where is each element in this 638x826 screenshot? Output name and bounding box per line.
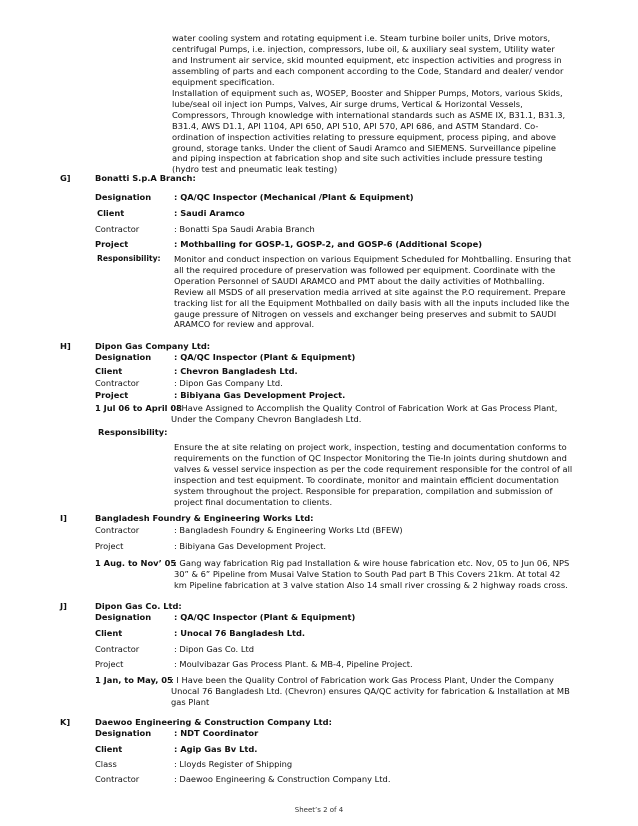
project-label: Project bbox=[95, 541, 124, 551]
contractor-label: Contractor bbox=[95, 644, 140, 654]
contractor-value: : Dipon Gas Co. Ltd bbox=[174, 644, 254, 654]
class-label: Class bbox=[95, 759, 117, 769]
responsibility-label: Responsibility: bbox=[98, 427, 168, 437]
period-text: : Gang way fabrication Rig pad Installation & wire house fabrication etc. Nov, 05 to Jun 06, NPS 30” & 6” Pipeline from Musai Valve Station to South Pad part B This Covers 21km. At total 42 km Pipeline fabrication at 3 valve station Also 14 small river crossing & 2 highway roads cross. bbox=[174, 558, 570, 590]
contractor-value: : Dipon Gas Company Ltd. bbox=[174, 378, 283, 388]
responsibility-text: Ensure the at site relating on project work, inspection, testing and documentation conforms to requirements on the function of QC Inspector Monitoring the Tie-In joints during shutdown and valves & vessel service inspection as per the code requirement responsible for the control of all inspection and test equipment. To coordinate, monitor and maintain efficient documentation system throughout the project. Responsible for preparation, compilation and submission of project final documentation to clients. bbox=[174, 442, 573, 507]
intro-paragraph-2: Installation of equipment such as, WOSEP, Booster and Shipper Pumps, Motors, various Skids, lube/seal oil inject ion Pumps, Valves, Air surge drums, Vertical & Horizontal Vessels, Compressors, Through knowledge with international standards such as ASME IX, B31.1, B31.3, B31.4, AWS D1.1, API 1104, API 650, API 510, API 570, API 686, and ASTM Standard. Co-ordination of inspection activities relating to pressure equipment, process piping, and above ground, storage tanks. Under the client of Saudi Aramco and SIEMENS. Surveillance pipeline and piping inspection at fabrication shop and site such activities include pressure testing (hydro test and pneumatic leak testing) bbox=[172, 88, 566, 175]
section-letter: I] bbox=[60, 513, 67, 523]
designation-label: Designation bbox=[95, 192, 152, 202]
client-label: Client bbox=[97, 208, 125, 218]
client-label: Client bbox=[95, 628, 123, 638]
project-value: : Mothballing for GOSP-1, GOSP-2, and GOSP-6 (Additional Scope) bbox=[174, 239, 483, 249]
client-value: : Agip Gas Bv Ltd. bbox=[174, 744, 258, 754]
period-text: : I Have Assigned to Accomplish the Quality Control of Fabrication Work at Gas Process Plant, Under the Company Chevron Bangladesh Ltd. bbox=[171, 403, 558, 424]
contractor-value: : Daewoo Engineering & Construction Company Ltd. bbox=[174, 774, 391, 784]
designation-label: Designation bbox=[95, 728, 152, 738]
intro-paragraph-1: water cooling system and rotating equipment i.e. Steam turbine boiler units, Drive motors, centrifugal Pumps, i.e. injection, compressors, lube oil, & auxiliary seal system, Utility water and Instrument air service, skid mounted equipment, etc inspection activities and progress in assembling of parts and each component according to the Code, Standard and dealer/ vendor equipment specification. bbox=[172, 33, 564, 87]
section-letter: K] bbox=[60, 717, 71, 727]
designation-value: : QA/QC Inspector (Plant & Equipment) bbox=[174, 612, 356, 622]
designation-value: : QA/QC Inspector (Plant & Equipment) bbox=[174, 352, 356, 362]
project-label: Project bbox=[95, 659, 124, 669]
project-label: Project bbox=[95, 390, 129, 400]
project-value: : Bibiyana Gas Development Project. bbox=[174, 541, 326, 551]
designation-value: : QA/QC Inspector (Mechanical /Plant & Equipment) bbox=[174, 192, 414, 202]
contractor-label: Contractor bbox=[95, 224, 140, 234]
designation-label: Designation bbox=[95, 352, 152, 362]
project-value: : Moulvibazar Gas Process Plant. & MB-4, Pipeline Project. bbox=[174, 659, 413, 669]
class-value: : Lloyds Register of Shipping bbox=[174, 759, 293, 769]
section-letter: J] bbox=[60, 601, 67, 611]
company-name: Daewoo Engineering & Construction Company Ltd: bbox=[95, 717, 332, 727]
client-value: : Saudi Aramco bbox=[174, 208, 245, 218]
company-name: Dipon Gas Company Ltd: bbox=[95, 341, 211, 351]
client-value: : Chevron Bangladesh Ltd. bbox=[174, 366, 298, 376]
client-value: : Unocal 76 Bangladesh Ltd. bbox=[174, 628, 306, 638]
company-name: Bonatti S.p.A Branch: bbox=[95, 173, 196, 183]
project-value: : Bibiyana Gas Development Project. bbox=[174, 390, 346, 400]
section-letter: G] bbox=[60, 173, 71, 183]
contractor-label: Contractor bbox=[95, 525, 140, 535]
section-letter: H] bbox=[60, 341, 71, 351]
contractor-label: Contractor bbox=[95, 378, 140, 388]
company-name: Bangladesh Foundry & Engineering Works Ltd: bbox=[95, 513, 314, 523]
period-text: : I Have been the Quality Control of Fabrication work Gas Process Plant, Under the Company Unocal 76 Bangladesh Ltd. (Chevron) ensures QA/QC activity for fabrication & Installation at MB gas Plant bbox=[171, 675, 570, 707]
period-label: 1 Jul 06 to April 08 bbox=[95, 403, 182, 413]
project-label: Project bbox=[95, 239, 129, 249]
period-label: 1 Jan, to May, 05 bbox=[95, 675, 173, 685]
contractor-value: : Bangladesh Foundry & Engineering Works Ltd (BFEW) bbox=[174, 525, 403, 535]
client-label: Client bbox=[95, 744, 123, 754]
client-label: Client bbox=[95, 366, 123, 376]
period-label: 1 Aug. to Nov’ 05 bbox=[95, 558, 177, 568]
company-name: Dipon Gas Co. Ltd: bbox=[95, 601, 182, 611]
responsibility-text: Monitor and conduct inspection on various Equipment Scheduled for Mohtballing. Ensuring that all the required procedure of preservation was followed per equipment. Coordinate with the Operation Personnel of SAUDI ARAMCO and PMT about the daily activities of Mothballing. Review all MSDS of all preservation media arrived at site against the P.O requirement. Prepare tracking list for all the Equipment Mothballed on daily basis with all the inputs included like the gauge pressure of Nitrogen on vessels and exchanger being preserves and submit to SAUDI ARAMCO for review and approval. bbox=[174, 254, 571, 330]
contractor-value: : Bonatti Spa Saudi Arabia Branch bbox=[174, 224, 315, 234]
designation-value: : NDT Coordinator bbox=[174, 728, 259, 738]
designation-label: Designation bbox=[95, 612, 152, 622]
responsibility-label: Responsibility: bbox=[97, 254, 161, 263]
page-footer: Sheet’s 2 of 4 bbox=[294, 806, 344, 814]
contractor-label: Contractor bbox=[95, 774, 140, 784]
